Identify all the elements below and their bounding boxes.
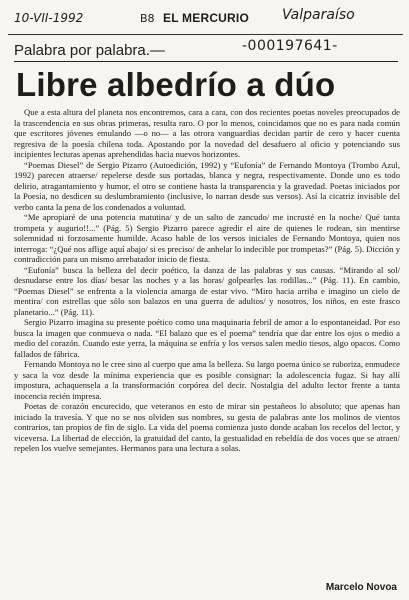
clipping-header	[8, 4, 403, 35]
handwritten-code: -000197641-	[242, 38, 338, 54]
paragraph: Que a esta altura del planeta nos encontremos, cara a cara, con dos recientes poetas noveles preocupados de la trascendencia en sus obras primeras, resulta raro. O por lo menos, coincidamos que no es para nada común que escritores jóvenes emulando —o no— a las otrora vanguardias decidan partir de cero y hacer cuenta regresiva de la poesía chilena toda. Apostando por la novedad del desafuero al oficio y potenciando sus incipientes lecturas apenas aprehendidas hacia nuevos horizontes.	[14, 107, 400, 159]
paragraph: “Eufonía” busca la belleza del decir poético, la danza de las palabras y sus causas. “Mirando al sol/ desnudarse entre los días/ besar las noches y a las horas/ golpearles las rodillas...” (Pág. 11). En cambio, “Poemas Diesel” se enfrenta a la violencia amarga de estar vivo. “Miro hacia arriba e imagino un cielo de mentira/ con estrellas que sólo son balazos en una guerra de adultos/ y nosotros, los niños, en este frasco planetario...” (Pág. 11).	[14, 264, 400, 317]
paragraph: “Me apropiaré de una potencia matutina/ y de un salto de zancudo/ me incrusté en la noche/ Qué tanta trompeta y augurio!!...” (Pág. 5) Sergio Pizarro parece agredir el aire de quienes le rodean, sin mentirse solemnidad ni forzosamente humilde. Acaso hable de los versos iniciales de Fernando Montoya, quien nos interroga: “¿Qué nos aflige aquí abajo/ si es preciso/ de anhelar lo indecible por trompetas?” (Pág. 5). Dicción y contradicción para un mismo arrebatador inicio de fiesta.	[14, 212, 400, 264]
article-headline: Libre albedrío a dúo	[16, 66, 336, 103]
paragraph: Fernando Montoya no le cree sino al cuerpo que ama la belleza. Su largo poema único se ruboriza, enmudece y saca la voz desde la mínima experiencia que es posible consignar: la adolescencia fugaz. Si hay allí impostura, achaquensela a la transformación corpórea del decir. Nostalgia del adulto lector frente a tanta inocencia recién impresa.	[14, 359, 400, 401]
paragraph: “Poemas Diesel” de Sergio Pizarro (Autoedición, 1992) y “Eufonía” de Fernando Montoya (Trombo Azul, 1992) parecen atraerse/ repelerse desde sus portadas, blanca y negra, respectivamente. Donde uno es todo delirio, atragantamiento y humor, el otro se contiene hasta la transparencia y la gravedad. Poetas iniciados por la Poesía, no desdicen su deslumbramiento (inclusive, lo narran desde sus versos). Así la cicatriz invisible del verbo canta la pena de los condenados a voluntad.	[14, 159, 400, 212]
paragraph: Sergio Pizarro imagina su presente poético como una maquinaria febril de amor a lo espontaneidad. Por eso busca la imagen que conmueva o nada. “El balazo que es el poema” tendría que dar entre los ojos o medio a medio del corazón. Cuando este yerra, la máquina se enfría y los versos salen medio tiesos, algo opacos. Como fallados de fábrica.	[14, 317, 400, 359]
author-byline: Marcelo Novoa	[325, 582, 397, 593]
section-rule	[14, 61, 398, 62]
section-title: Palabra por palabra.—	[14, 42, 165, 59]
newspaper-name: EL MERCURIO	[163, 11, 249, 25]
handwritten-city: Valparaíso	[282, 7, 355, 23]
paragraph: Poetas de corazón encurecido, que veteranos en esto de mirar sin pestañeos lo absoluto; que apenas han iniciado la travesía. Y que no se nos olviden sus nombres, su gesta de palabras ante los molinos de vientos contrarios, tan propios de fin de siglo. La vida del poema comienza justo donde acaban los recelos del lector, y viceversa. La libertad de elección, la gratuidad del canto, la gestualidad en rebeldía de dos voces que se atraen/ repelen los vuelve semejantes. Hermanos para una lectura a solas.	[14, 401, 400, 453]
page-number: B8	[140, 12, 155, 25]
article-body	[14, 107, 400, 577]
handwritten-date: 10-VII-1992	[14, 11, 84, 25]
